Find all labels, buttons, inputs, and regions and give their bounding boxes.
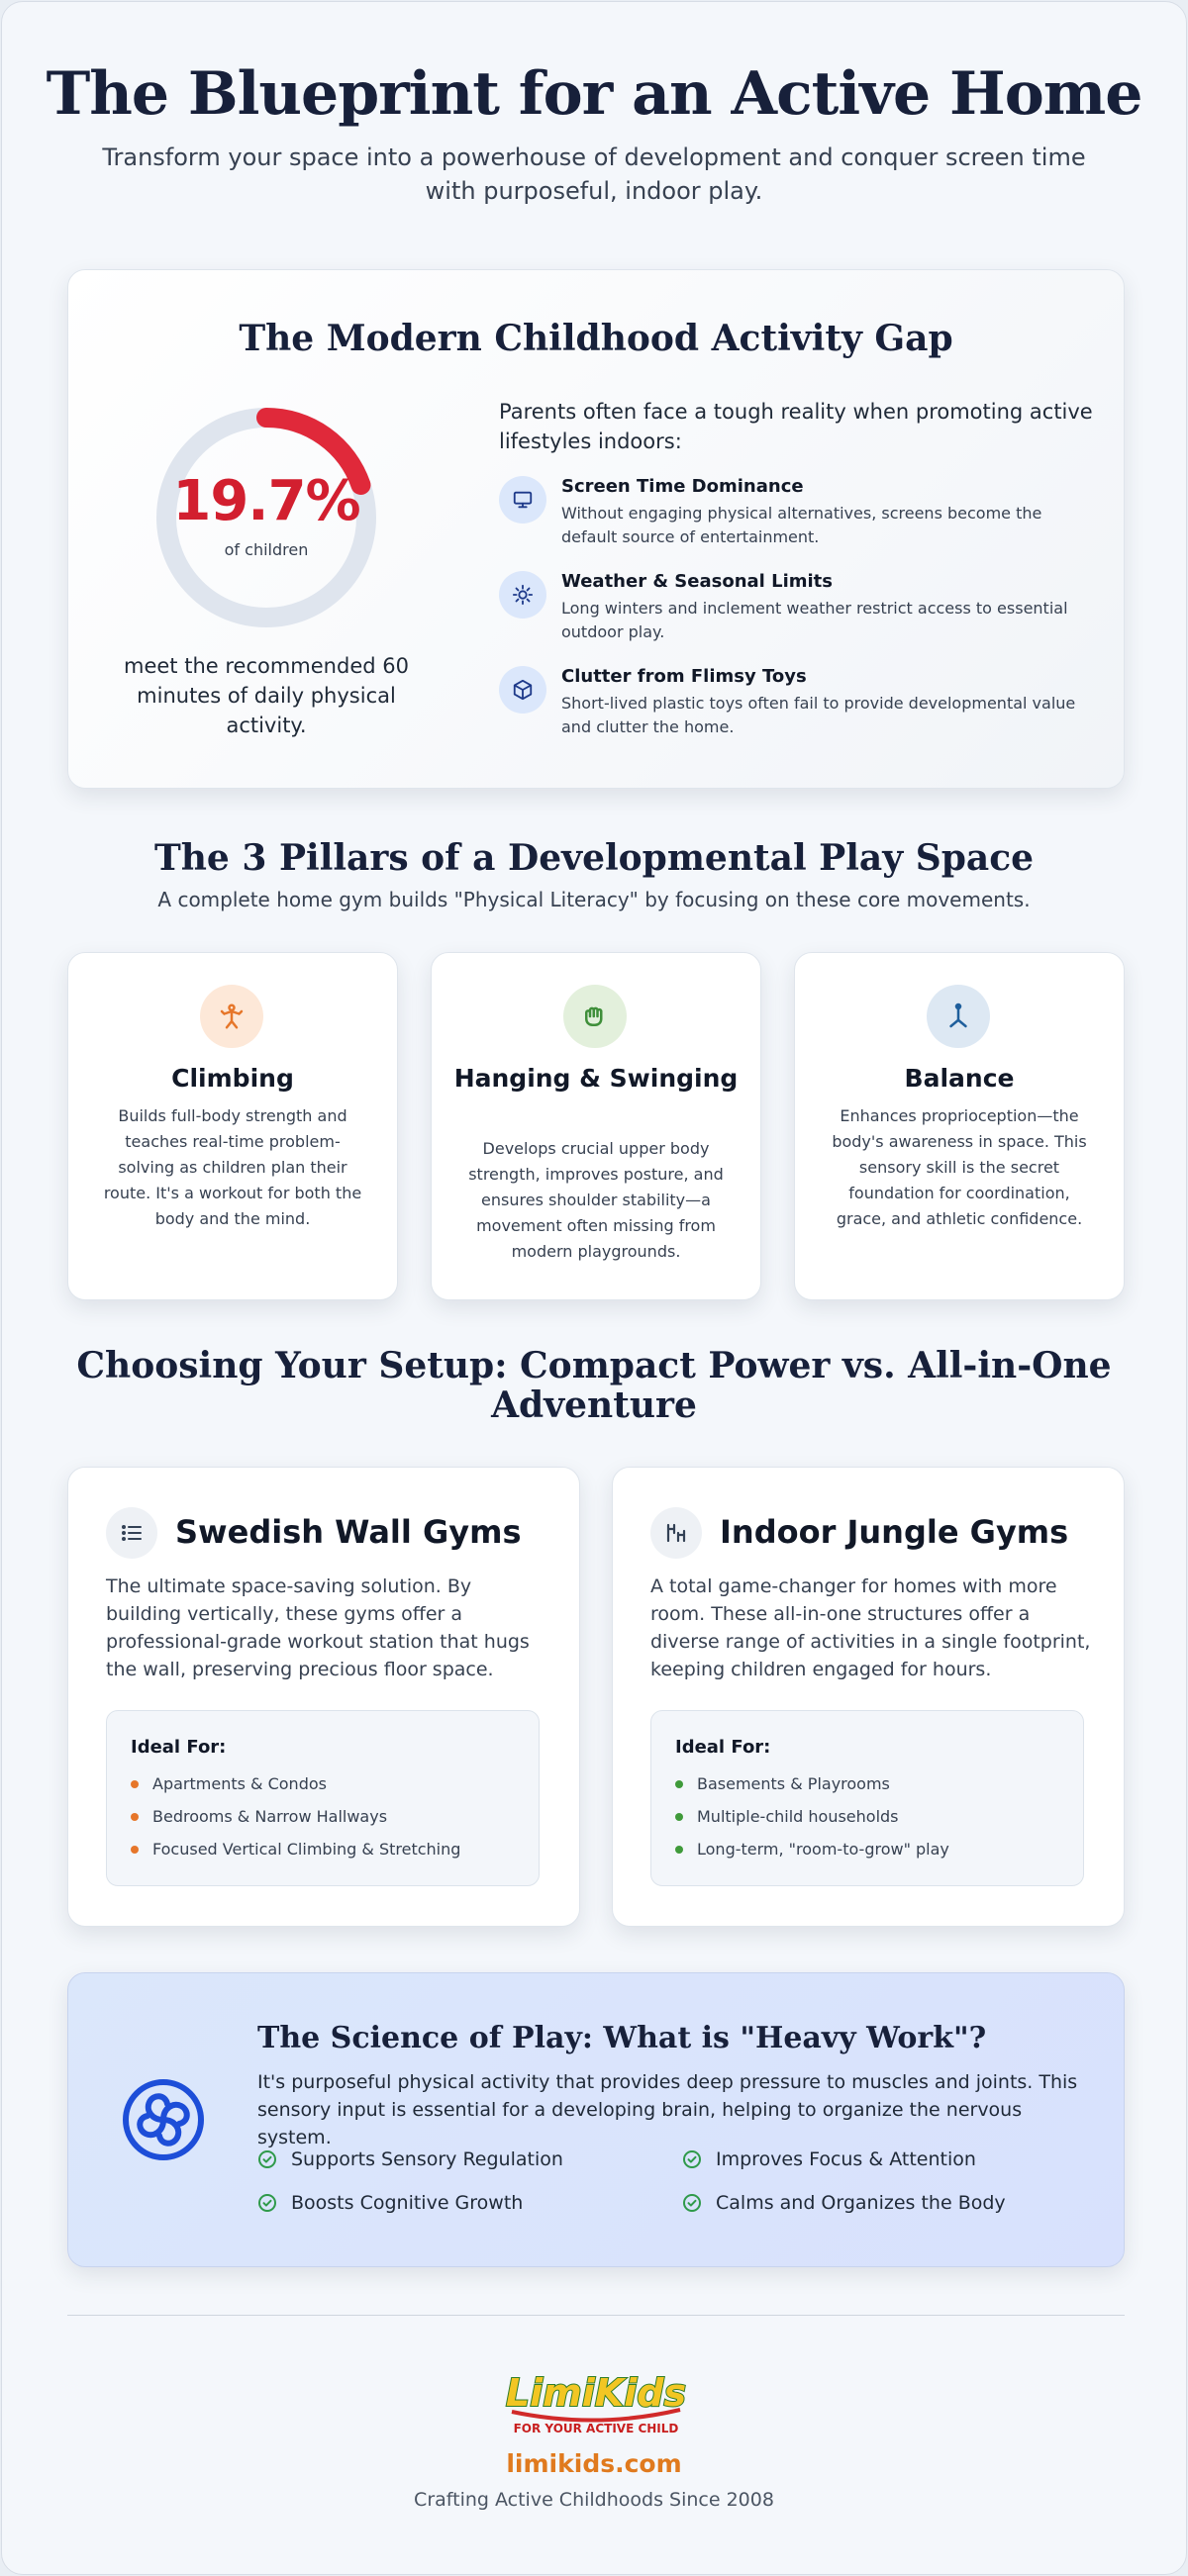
infographic-page xyxy=(1,1,1187,2575)
hanging-hand-icon xyxy=(563,985,627,1048)
pillar-card-balance xyxy=(794,952,1125,1300)
setup-title: Indoor Jungle Gyms xyxy=(720,1513,1069,1551)
benefit-text: Improves Focus & Attention xyxy=(716,2148,976,2170)
ideal-for-text: Apartments & Condos xyxy=(152,1774,327,1793)
ideal-for-text: Basements & Playrooms xyxy=(697,1774,890,1793)
stat-percentage: 19.7% xyxy=(172,469,360,533)
pillar-title: Hanging & Swinging xyxy=(453,1064,739,1093)
ideal-for-text: Focused Vertical Climbing & Stretching xyxy=(152,1840,461,1859)
ideal-for-item xyxy=(131,1840,460,1859)
bullet-dot xyxy=(675,1813,683,1821)
stat-caption: meet the recommended 60 minutes of daily physical activity. xyxy=(124,654,409,737)
pillars-subtitle: A complete home gym builds "Physical Literacy" by focusing on these core movements. xyxy=(157,888,1031,911)
pillar-description: Develops crucial upper body strength, improves posture, and ensures shoulder stability—a movement often missing from modern playgrounds. xyxy=(468,1139,724,1261)
ideal-for-item xyxy=(131,1807,387,1826)
issue-title: Screen Time Dominance xyxy=(561,476,804,497)
check-circle-icon xyxy=(682,2193,702,2213)
limikids-logo xyxy=(502,2360,690,2439)
bullet-dot xyxy=(675,1780,683,1788)
check-circle-icon xyxy=(682,2149,702,2169)
heavy-work-description: It's purposeful physical activity that provides deep pressure to muscles and joints. This sensory input is essential for a developing brain, helping to organize the nervous system. xyxy=(257,2071,1078,2148)
setup-description: The ultimate space-saving solution. By building vertically, these gyms offer a professional-grade workout station that hugs the wall, preserving precious floor space. xyxy=(106,1575,530,1680)
benefit-item xyxy=(682,2148,976,2170)
ideal-for-item xyxy=(675,1840,949,1859)
sun-icon xyxy=(499,571,546,619)
heavy-work-title: The Science of Play: What is "Heavy Work"? xyxy=(257,2021,987,2055)
issue-description: Without engaging physical alternatives, screens become the default source of entertainment. xyxy=(561,504,1042,546)
pillar-card-hanging xyxy=(431,952,761,1300)
ideal-for-text: Long-term, "room-to-grow" play xyxy=(697,1840,949,1859)
footer-divider xyxy=(67,2315,1125,2316)
pillar-card-climbing xyxy=(67,952,398,1300)
ideal-for-text: Multiple-child households xyxy=(697,1807,899,1826)
ideal-for-item xyxy=(675,1807,899,1826)
benefit-item xyxy=(257,2148,563,2170)
benefit-text: Boosts Cognitive Growth xyxy=(291,2192,524,2214)
benefit-item xyxy=(682,2192,1006,2214)
issue-description: Long winters and inclement weather restrict access to essential outdoor play. xyxy=(561,599,1068,641)
stat-label: of children xyxy=(224,540,309,559)
check-circle-icon xyxy=(257,2193,277,2213)
ideal-for-text: Bedrooms & Narrow Hallways xyxy=(152,1807,388,1826)
bullet-dot xyxy=(131,1780,139,1788)
website-link[interactable]: limikids.com xyxy=(506,2449,682,2478)
benefit-text: Calms and Organizes the Body xyxy=(716,2192,1006,2214)
setup-description: A total game-changer for homes with more room. These all-in-one structures offer a diverse range of activities in a single footprint, keeping children engaged for hours. xyxy=(650,1575,1091,1680)
pillar-title: Balance xyxy=(904,1064,1015,1093)
heavy-work-card xyxy=(67,1972,1125,2267)
check-circle-icon xyxy=(257,2149,277,2169)
svg-text:LimiKids: LimiKids xyxy=(505,2371,687,2415)
bullet-dot xyxy=(131,1846,139,1854)
issue-title: Weather & Seasonal Limits xyxy=(561,571,833,592)
ideal-for-item xyxy=(675,1774,890,1793)
ideal-for-box xyxy=(106,1710,540,1886)
swirl-icon xyxy=(121,2077,206,2166)
setup-card-swedish-wall xyxy=(67,1467,580,1927)
bullet-dot xyxy=(675,1846,683,1854)
ideal-for-label: Ideal For: xyxy=(131,1737,227,1758)
footer-tagline: Crafting Active Childhoods Since 2008 xyxy=(414,2489,774,2511)
jungle-gym-icon xyxy=(650,1507,702,1559)
list-icon xyxy=(106,1507,157,1559)
issue-title: Clutter from Flimsy Toys xyxy=(561,666,807,687)
box-icon xyxy=(499,666,546,714)
gap-intro: Parents often face a tough reality when promoting active lifestyles indoors: xyxy=(499,400,1093,453)
ideal-for-item xyxy=(131,1774,327,1793)
pillar-description: Builds full-body strength and teaches real-time problem-solving as children plan their route. It's a workout for both the body and the mind. xyxy=(103,1106,362,1228)
setups-title: Choosing Your Setup: Compact Power vs. All-in-One Adventure xyxy=(76,1345,1112,1426)
activity-gap-card xyxy=(67,269,1125,789)
activity-gap-title: The Modern Childhood Activity Gap xyxy=(239,318,953,359)
balance-icon xyxy=(927,985,990,1048)
stat-donut xyxy=(152,404,380,631)
pillar-title: Climbing xyxy=(171,1064,294,1093)
bullet-dot xyxy=(131,1813,139,1821)
ideal-for-box xyxy=(650,1710,1084,1886)
setup-title: Swedish Wall Gyms xyxy=(175,1513,522,1551)
climbing-icon xyxy=(200,985,263,1048)
issue-description: Short-lived plastic toys often fail to provide developmental value and clutter the home. xyxy=(561,694,1076,736)
pillar-description: Enhances proprioception—the body's awareness in space. This sensory skill is the secret foundation for coordination, grace, and athletic confidence. xyxy=(832,1106,1087,1228)
setup-card-jungle-gym xyxy=(612,1467,1125,1927)
ideal-for-label: Ideal For: xyxy=(675,1737,771,1758)
benefit-item xyxy=(257,2192,523,2214)
benefit-text: Supports Sensory Regulation xyxy=(291,2148,563,2170)
monitor-icon xyxy=(499,476,546,524)
page-title: The Blueprint for an Active Home xyxy=(46,59,1142,129)
pillars-title: The 3 Pillars of a Developmental Play Space xyxy=(153,837,1035,879)
svg-text:FOR YOUR ACTIVE CHILD: FOR YOUR ACTIVE CHILD xyxy=(513,2422,679,2435)
page-subtitle: Transform your space into a powerhouse of development and conquer screen time with purposeful, indoor play. xyxy=(102,143,1086,205)
